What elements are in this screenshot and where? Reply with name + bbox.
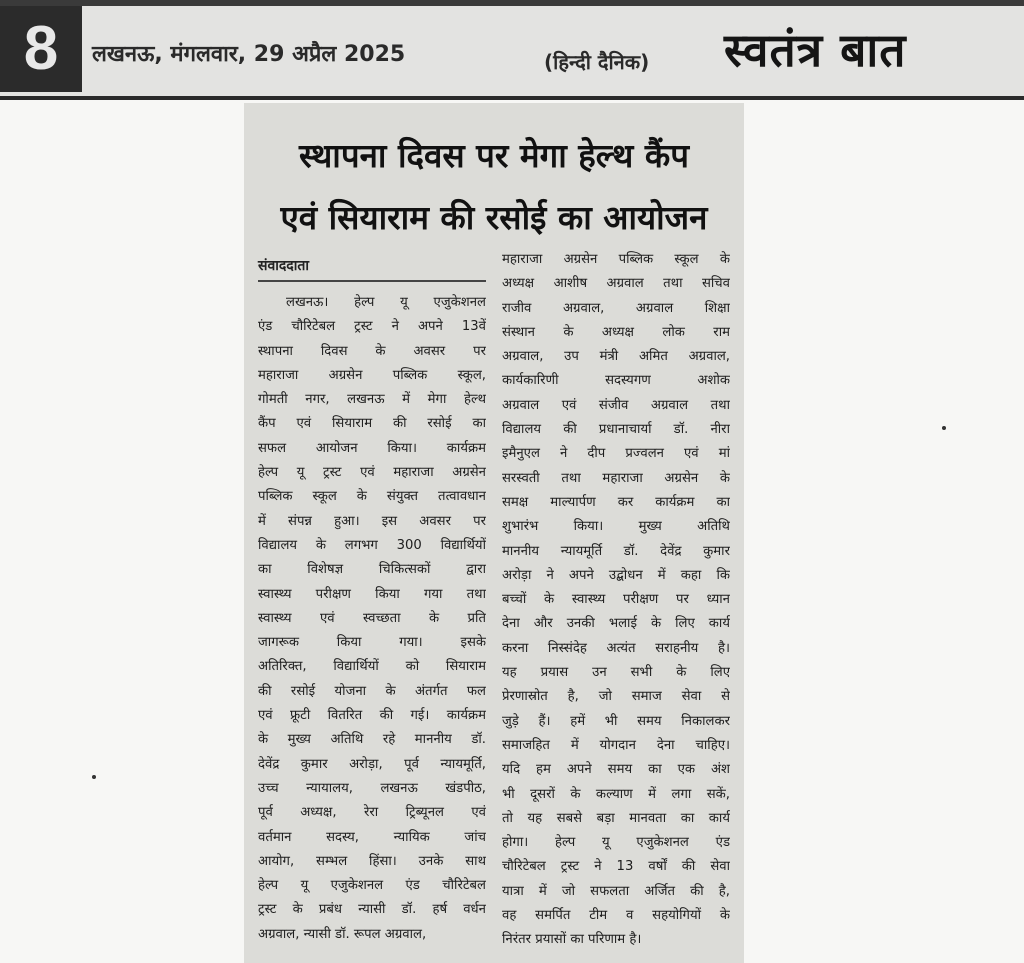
article-text-line: करना निस्संदेह अत्यंत सराहनीय है। bbox=[502, 640, 730, 656]
speck-mark bbox=[92, 775, 96, 779]
city-date-line: लखनऊ, मंगलवार, 29 अप्रैल 2025 bbox=[92, 42, 406, 67]
article-text-line: माननीय न्यायमूर्ति डॉ. देवेंद्र कुमार bbox=[502, 543, 730, 559]
article-column-2 bbox=[502, 248, 730, 953]
article-text-line: हेल्प यू एजुकेशनल एंड चौरिटेबल bbox=[258, 878, 486, 894]
article-text-line: सफल आयोजन किया। कार्यक्रम bbox=[258, 440, 486, 456]
article-text-line: अध्यक्ष आशीष अग्रवाल तथा सचिव bbox=[502, 276, 730, 292]
article-text-line: जागरूक किया गया। इसके bbox=[258, 635, 486, 651]
article-text-line: समाजहित में योगदान देना चाहिए। bbox=[502, 737, 730, 753]
article-text-line: महाराजा अग्रसेन पब्लिक स्कूल के bbox=[502, 252, 730, 267]
article-text-line: तो यह सबसे बड़ा मानवता का कार्य bbox=[502, 810, 730, 826]
page-number-box bbox=[0, 6, 82, 92]
article-text-line: अरोड़ा ने अपने उद्बोधन में कहा कि bbox=[502, 567, 730, 583]
article-text-line: यह प्रयास उन सभी के लिए bbox=[502, 665, 730, 681]
article-headline bbox=[244, 125, 744, 249]
headline-line-1: स्थापना दिवस पर मेगा हेल्थ कैंप bbox=[299, 136, 689, 175]
article-text-line: स्वास्थ्य परीक्षण किया गया तथा bbox=[258, 586, 486, 602]
article-text-line: इमैनुएल ने दीप प्रज्वलन एवं मां bbox=[502, 446, 730, 462]
article-text-line: शुभारंभ किया। मुख्य अतिथि bbox=[502, 519, 730, 535]
article-text-line: जुड़े हैं। हमें भी समय निकालकर bbox=[502, 713, 730, 729]
article-text-line: के मुख्य अतिथि रहे माननीय डॉ. bbox=[258, 732, 486, 748]
article-text-line: वर्तमान सदस्य, न्यायिक जांच bbox=[258, 829, 486, 845]
article-text-line: गोमती नगर, लखनऊ में मेगा हेल्थ bbox=[258, 392, 486, 408]
article-text-line: यात्रा में जो सफलता अर्जित की है, bbox=[502, 883, 730, 899]
article-text-line: कार्यकारिणी सदस्यगण अशोक bbox=[502, 373, 730, 389]
article-text-line: सरस्वती तथा महाराजा अग्रसेन के bbox=[502, 470, 730, 486]
news-clipping bbox=[244, 103, 744, 963]
byline-divider bbox=[258, 280, 486, 282]
article-text-line: में संपन्न हुआ। इस अवसर पर bbox=[258, 513, 486, 529]
article-column-1 bbox=[258, 291, 486, 947]
article-text-line: यदि हम अपने समय का एक अंश bbox=[502, 762, 730, 778]
article-text-line: उच्च न्यायालय, लखनऊ खंडपीठ, bbox=[258, 780, 486, 796]
speck-mark bbox=[942, 426, 946, 430]
newspaper-masthead bbox=[0, 0, 1024, 100]
article-text-line: अतिरिक्त, विद्यार्थियों को सियाराम bbox=[258, 659, 486, 675]
headline-line-2: एवं सियाराम की रसोई का आयोजन bbox=[280, 198, 708, 237]
article-text-line: चौरिटेबल ट्रस्ट ने 13 वर्षों की सेवा bbox=[502, 859, 730, 875]
article-text-line: एंड चौरिटेबल ट्रस्ट ने अपने 13वें bbox=[258, 319, 486, 335]
article-text-line: ट्रस्ट के प्रबंध न्यासी डॉ. हर्ष वर्धन bbox=[258, 902, 486, 918]
article-text-line: की रसोई योजना के अंतर्गत फल bbox=[258, 683, 486, 699]
article-text-line: स्वास्थ्य एवं स्वच्छता के प्रति bbox=[258, 610, 486, 626]
article-text-line: निरंतर प्रयासों का परिणाम है। bbox=[502, 932, 642, 948]
article-text-line: स्थापना दिवस के अवसर पर bbox=[258, 343, 486, 359]
article-text-line: कैंप एवं सियाराम की रसोई का bbox=[258, 416, 486, 432]
article-text-line: पब्लिक स्कूल के संयुक्त तत्वावधान bbox=[258, 489, 486, 505]
article-text-line: अग्रवाल, उप मंत्री अमित अग्रवाल, bbox=[502, 349, 730, 365]
article-text-line: राजीव अग्रवाल, अग्रवाल शिक्षा bbox=[502, 300, 730, 316]
article-text-line: हेल्प यू ट्रस्ट एवं महाराजा अग्रसेन bbox=[258, 465, 486, 481]
article-text-line: महाराजा अग्रसेन पब्लिक स्कूल, bbox=[258, 367, 486, 383]
article-text-line: समक्ष माल्यार्पण कर कार्यक्रम का bbox=[502, 494, 730, 510]
page-number: 8 bbox=[23, 14, 59, 83]
article-text-line: लखनऊ। हेल्प यू एजुकेशनल bbox=[286, 295, 486, 310]
article-text-line: अग्रवाल एवं संजीव अग्रवाल तथा bbox=[502, 397, 730, 413]
article-text-line: एवं फ्रूटी वितरित की गई। कार्यक्रम bbox=[258, 708, 486, 724]
byline: संवाददाता bbox=[258, 258, 309, 274]
article-text-line: विद्यालय के लगभग 300 विद्यार्थियों bbox=[258, 537, 486, 553]
edition-label: (हिन्दी दैनिक) bbox=[544, 50, 650, 74]
newspaper-name: स्वतंत्र बात bbox=[724, 23, 907, 77]
article-text-line: आयोग, सम्भल हिंसा। उनके साथ bbox=[258, 853, 486, 869]
article-text-line: का विशेषज्ञ चिकित्सकों द्वारा bbox=[258, 562, 486, 578]
article-text-line: देना और उनकी भलाई के लिए कार्य bbox=[502, 616, 730, 632]
article-text-line: देवेंद्र कुमार अरोड़ा, पूर्व न्यायमूर्ति, bbox=[258, 756, 486, 772]
article-text-line: होगा। हेल्प यू एजुकेशनल एंड bbox=[502, 835, 730, 851]
article-text-line: प्रेरणास्रोत है, जो समाज सेवा से bbox=[502, 689, 730, 705]
article-text-line: बच्चों के स्वास्थ्य परीक्षण पर ध्यान bbox=[502, 592, 730, 608]
article-text-line: भी दूसरों के कल्याण में लगा सकें, bbox=[502, 786, 730, 802]
article-text-line: अग्रवाल, न्यासी डॉ. रूपल अग्रवाल, bbox=[258, 926, 427, 942]
article-text-line: वह समर्पित टीम व सहयोगियों के bbox=[502, 908, 730, 924]
article-text-line: पूर्व अध्यक्ष, रेरा ट्रिब्यूनल एवं bbox=[258, 805, 486, 821]
article-text-line: संस्थान के अध्यक्ष लोक राम bbox=[502, 324, 730, 340]
article-text-line: विद्यालय की प्रधानाचार्या डॉ. नीरा bbox=[502, 422, 730, 438]
